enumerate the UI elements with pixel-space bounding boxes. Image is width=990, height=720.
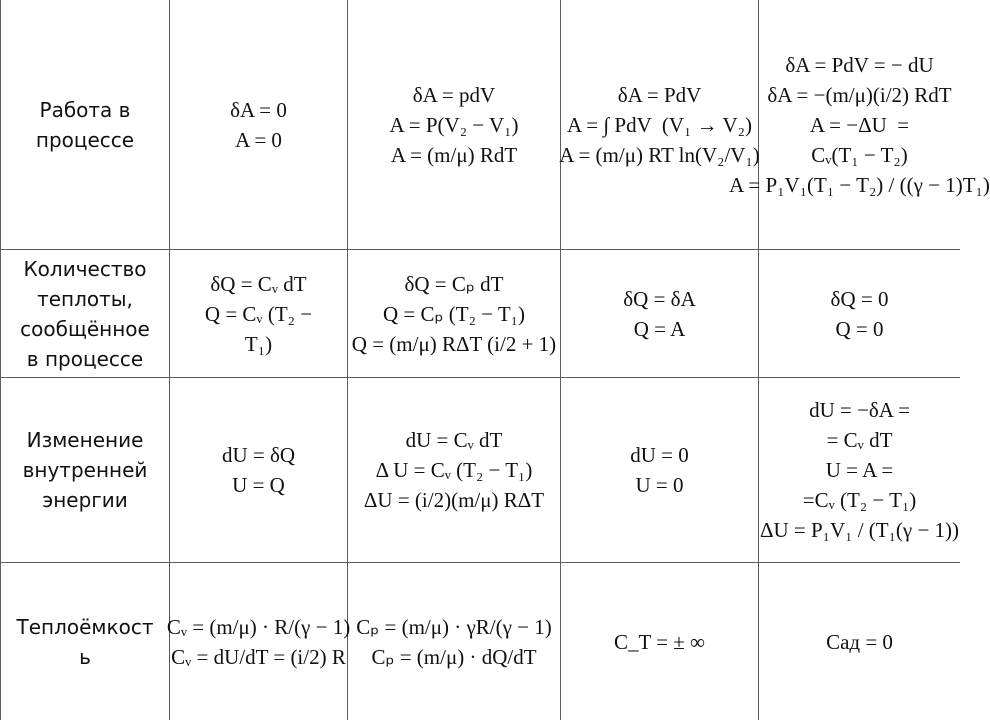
formula-line: U = 0 [635, 473, 684, 497]
cell-energy-isochoric [170, 378, 347, 562]
formula-line: Q = A [633, 316, 686, 341]
cell-heat-isobaric [348, 250, 560, 377]
cell-work-isothermal [561, 0, 758, 249]
formula-line: A = P(V₂ − V₁) [389, 112, 519, 137]
formula-line: A = (m/μ) RT ln(V₂/V₁) [559, 142, 760, 167]
formula-line: A = ∫ PdV (V₁ → V₂) [567, 112, 752, 137]
formula-line: Cᵥ = (m/μ) · R/(γ − 1) [166, 614, 351, 639]
formula-line: T₁) [244, 331, 273, 356]
cell-energy-isothermal [561, 378, 758, 562]
cell-work-adiabatic [729, 0, 990, 249]
cell-capacity-isobaric [348, 563, 560, 720]
row-label-internal-energy [1, 378, 169, 562]
formula-line: A = −ΔU = [809, 112, 910, 137]
row-label-heat [1, 250, 169, 377]
row-label-heat-capacity [1, 563, 169, 720]
formula-line: Cᵥ = dU/dT = (i/2) R [171, 644, 346, 669]
formula-line: dU = 0 [630, 443, 689, 467]
row-label-work [1, 0, 169, 249]
cell-work-isochoric [170, 0, 347, 249]
formula-line: δQ = δA [623, 286, 696, 311]
cell-energy-isobaric [348, 378, 560, 562]
cell-capacity-isothermal [561, 563, 758, 720]
formula-line: δA = PdV = − dU [785, 52, 934, 77]
formula-line: = Cᵥ dT [826, 428, 893, 452]
formula-line: U = Q [232, 473, 285, 497]
formula-line: Cᵥ(T₁ − T₂) [811, 142, 908, 167]
formula-line: δA = 0 [230, 97, 287, 122]
formula-line: ΔU = P₁V₁ / (T₁(γ − 1)) [759, 518, 960, 542]
formula-line: δA = PdV [617, 82, 702, 107]
formula-line: Q = Cᵥ (T₂ − [204, 301, 313, 326]
cell-heat-isochoric [170, 250, 347, 377]
formula-line: Δ U = Cᵥ (T₂ − T₁) [375, 458, 533, 482]
formula-line: δA = pdV [412, 82, 496, 107]
cell-capacity-isochoric [166, 563, 351, 720]
row-label-text: Работа в процессе [35, 97, 135, 152]
cell-energy-adiabatic [759, 378, 960, 562]
formula-line: δQ = Cₚ dT [404, 271, 504, 296]
formula-line: Cₚ = (m/μ) · dQ/dT [371, 644, 537, 669]
formula-line: ΔU = (i/2)(m/μ) RΔT [363, 488, 545, 512]
formula-line: A = P₁V₁(T₁ − T₂) / ((γ − 1)T₁) [729, 172, 990, 197]
formula-line: dU = δQ [221, 443, 296, 467]
cell-work-isobaric [348, 0, 560, 249]
cell-heat-adiabatic [759, 250, 960, 377]
cell-capacity-adiabatic [759, 563, 960, 720]
formula-line: Q = 0 [835, 316, 884, 341]
row-label-text: Теплоёмкост ь [16, 614, 154, 669]
formula-line: Q = (m/μ) RΔT (i/2 + 1) [351, 331, 557, 356]
formula-line: Cₚ = (m/μ) · γR/(γ − 1) [356, 614, 552, 639]
formula-line: =Cᵥ (T₂ − T₁) [802, 488, 917, 512]
formula-line: Cад = 0 [826, 629, 893, 654]
formula-line: dU = Cᵥ dT [405, 428, 503, 452]
formula-line: U = A = [825, 458, 894, 482]
formula-line: Q = Cₚ (T₂ − T₁) [382, 301, 525, 326]
formula-line: δQ = 0 [830, 286, 889, 311]
row-label-text: Количество теплоты, сообщённое в процессе [20, 256, 150, 371]
formula-line: δA = −(m/μ)(i/2) RdT [767, 82, 952, 107]
formula-line: δQ = Cᵥ dT [210, 271, 307, 296]
formula-line: A = (m/μ) RdT [390, 142, 518, 167]
formula-line: dU = −δA = [809, 398, 910, 422]
row-label-text: Изменение внутренней энергии [22, 428, 148, 512]
formula-line: A = 0 [235, 127, 282, 152]
cell-heat-isothermal [561, 250, 758, 377]
formula-line: C_T = ± ∞ [613, 629, 706, 654]
